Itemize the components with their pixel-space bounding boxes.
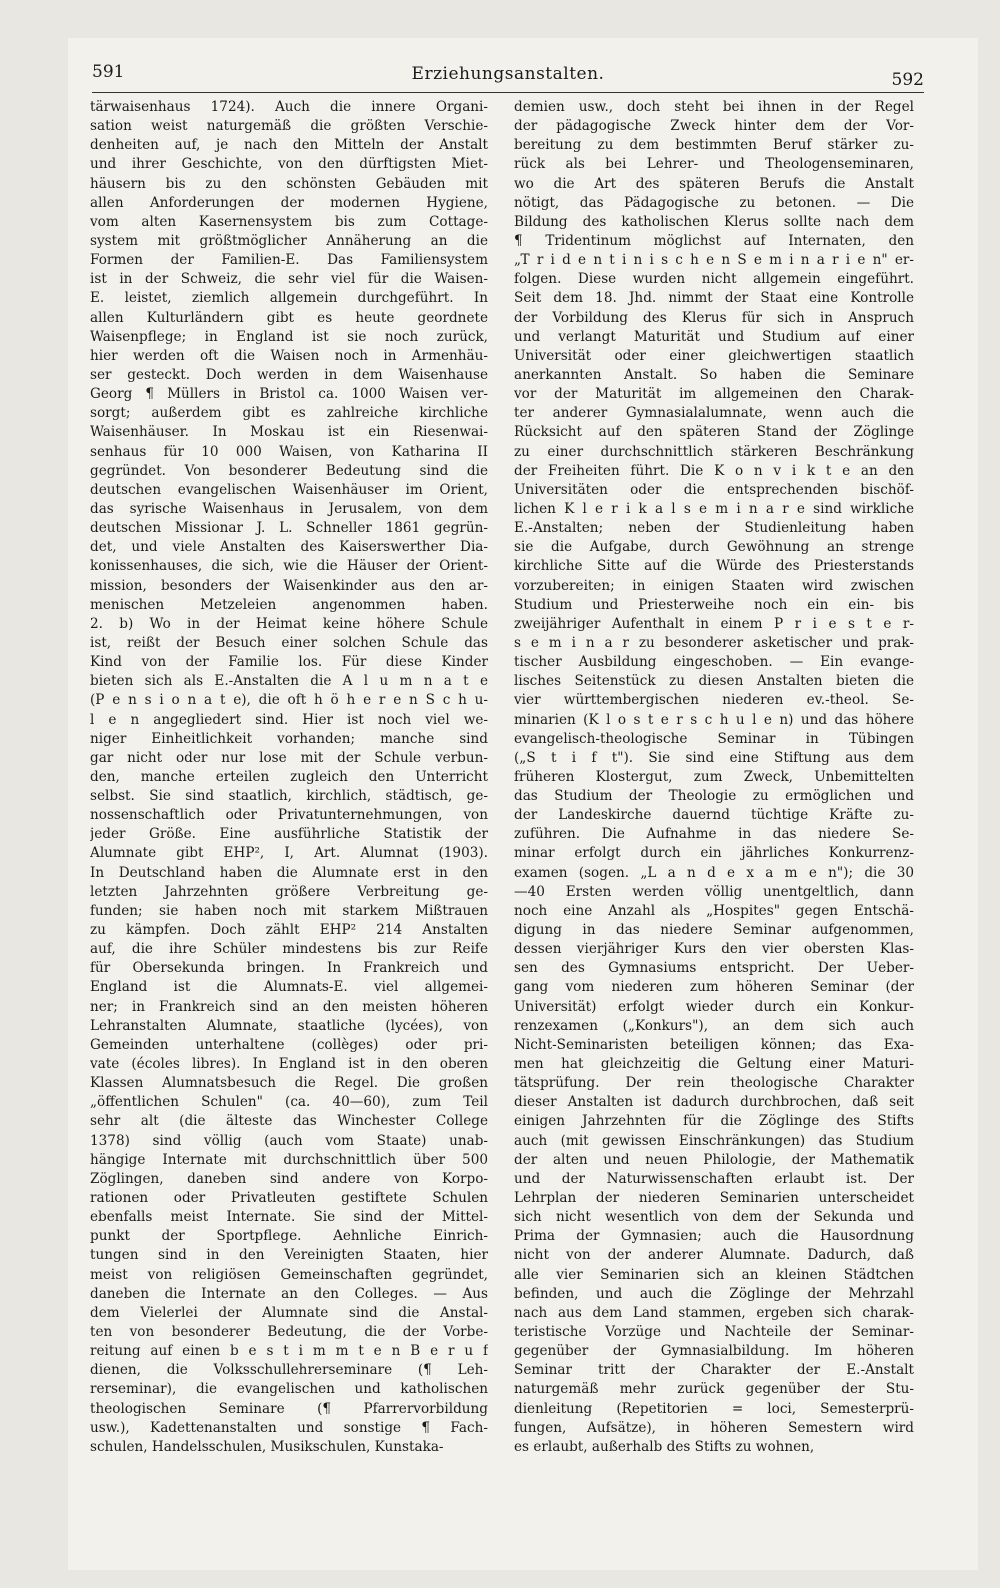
text-line: tätsprüfung. Der rein theologische Charakter <box>514 1075 914 1092</box>
text-line: Klassen Alumnatsbesuch die Regel. Die großen <box>90 1075 488 1092</box>
text-line: nicht von der anderer Alumnate. Dadurch, daß <box>514 1247 914 1264</box>
text-line: rerseminar), die evangelischen und katholischen <box>90 1381 488 1398</box>
text-line: fungen, Aufsätze), in höheren Semestern wird <box>514 1419 914 1436</box>
text-line: Lehranstalten Alumnate, staatliche (lycées), von <box>90 1017 488 1034</box>
text-line: minarien (K l o s t e r s c h u l e n) und das höhere <box>514 711 914 728</box>
text-line: tungen sind in den Vereinigten Staaten, hier <box>90 1247 488 1264</box>
text-line: zweijähriger Aufenthalt in einem P r i e s t e r- <box>514 615 914 632</box>
text-line: und der Naturwissenschaften erlaubt ist. Der <box>514 1170 914 1187</box>
text-line: nossenschaftlich oder Privatunternehmungen, von <box>90 807 488 824</box>
text-line: sen des Gymnasiums entspricht. Der Ueber- <box>514 960 914 977</box>
text-line: Kind von der Familie los. Für diese Kinder <box>90 654 488 671</box>
text-line: ebenfalls meist Internate. Sie sind der Mittel- <box>90 1209 488 1226</box>
running-title: Erziehungsanstalten. <box>411 64 605 84</box>
text-line: dem Vielerlei der Alumnate sind die Anstal- <box>90 1304 488 1321</box>
text-line: examen (sogen. „L a n d e x a m e n"); die 30 <box>514 864 914 881</box>
text-line: men hat gleichzeitig die Geltung einer Maturi- <box>514 1056 914 1073</box>
text-line: meist von religiösen Gemeinschaften gegründet, <box>90 1266 488 1283</box>
right-column <box>514 98 914 1457</box>
text-line: menischen Metzeleien angenommen haben. <box>90 596 488 613</box>
text-line: der Landeskirche dauernd tüchtige Kräfte zu- <box>514 807 914 824</box>
text-line: l e n angegliedert sind. Hier ist noch viel we- <box>90 711 488 728</box>
text-line: rationen oder Privatleuten gestiftete Schulen <box>90 1190 488 1207</box>
text-line: Universität) erfolgt wieder durch ein Konkur- <box>514 998 914 1015</box>
text-line: anerkannten Anstalt. So haben die Seminare <box>514 366 914 383</box>
text-line: nötigt, das Pädagogische zu betonen. — Die <box>514 194 914 211</box>
text-line: punkt der Sportpflege. Aehnliche Einrich- <box>90 1228 488 1245</box>
text-line: Universität oder einer gleichwertigen staatlich <box>514 347 914 364</box>
text-line: 1378) sind völlig (auch vom Staate) unab- <box>90 1132 488 1149</box>
text-line: zuführen. Die Aufnahme in das niedere Se- <box>514 826 914 843</box>
text-line: wo die Art des späteren Berufs die Anstalt <box>514 175 914 192</box>
text-line: tärwaisenhaus 1724). Auch die innere Organi- <box>90 99 488 115</box>
text-line: ist in der Schweiz, die sehr viel für die Waisen- <box>90 271 488 288</box>
text-line: konissenhauses, die sich, wie die Häuser der Orient- <box>90 558 488 575</box>
text-line: und verlangt Maturität und Studium auf einer <box>514 328 914 345</box>
text-line: selbst. Sie sind staatlich, kirchlich, städtisch, ge- <box>90 788 488 805</box>
text-line: Nicht-Seminaristen beteiligen können; das Exa- <box>514 1036 914 1053</box>
text-line: naturgemäß mehr zurück gegenüber der Stu- <box>514 1381 914 1398</box>
text-line: gang vom niederen zum höheren Seminar (der <box>514 979 914 996</box>
text-line: vom alten Kasernensystem bis zum Cottage- <box>90 213 488 230</box>
text-line: allen Kulturländern gibt es heute geordnete <box>90 309 488 326</box>
page-number-right: 592 <box>891 70 924 90</box>
text-line: früheren Klostergut, zum Zweck, Unbemittelten <box>514 768 914 785</box>
text-line: det, und viele Anstalten des Kaiserswerther Dia- <box>90 539 488 556</box>
text-line: ist, reißt der Besuch einer solchen Schule das <box>90 634 488 651</box>
text-line: zu einer durchschnittlich stärkeren Beschränkung <box>514 443 914 460</box>
text-line: Waisenpflege; in England ist sie noch zurück, <box>90 328 488 345</box>
text-line: bereitung zu dem bestimmten Beruf stärker zu- <box>514 137 914 154</box>
text-line: ser gesteckt. Doch werden in dem Waisenhause <box>90 366 488 383</box>
text-line: dienleitung (Repetitorien = loci, Semesterprü- <box>514 1400 914 1417</box>
text-line: digung in das niedere Seminar aufgenommen, <box>514 922 914 939</box>
text-line: niger Einheitlichkeit vorhanden; manche sind <box>90 730 488 747</box>
text-line: sehr alt (die älteste das Winchester College <box>90 1113 488 1130</box>
text-line: noch eine Anzahl als „Hospites" gegen Entschä- <box>514 902 914 919</box>
text-line: denheiten auf, je nach den Mitteln der Anstalt <box>90 137 488 154</box>
text-line: minar erfolgt durch ein jährliches Konkurrenz- <box>514 845 914 862</box>
text-line: usw.), Kadettenanstalten und sonstige ¶ Fach- <box>90 1419 488 1436</box>
text-line: einigen Jahrzehnten für die Zöglinge des Stifts <box>514 1113 914 1130</box>
text-line: demien usw., doch steht bei ihnen in der Regel <box>514 99 914 115</box>
text-line: und ihrer Geschichte, von den dürftigsten Miet- <box>90 156 488 173</box>
text-line: Zöglingen, daneben sind andere von Korpo- <box>90 1170 488 1187</box>
text-line: funden; sie haben noch mit starkem Mißtrauen <box>90 902 488 919</box>
text-line: s e m i n a r zu besonderer asketischer und prak- <box>514 634 914 651</box>
text-line: vorzubereiten; in einigen Staaten wird zwischen <box>514 577 914 594</box>
text-line: evangelisch-theologische Seminar in Tübingen <box>514 730 914 747</box>
text-line: Prima der Gymnasien; auch die Hausordnung <box>514 1228 914 1245</box>
text-line: ten von besonderer Bedeutung, die der Vorbe- <box>90 1324 488 1340</box>
text-line: schulen, Handelsschulen, Musikschulen, Kunstaka- <box>90 1438 444 1455</box>
text-line: häusern bis zu den schönsten Gebäuden mit <box>90 175 488 192</box>
text-line: England ist die Alumnats-E. viel allgemei- <box>90 979 488 996</box>
text-line: deutschen evangelischen Waisenhäuser im Orient, <box>90 481 488 498</box>
text-line: sie die Aufgabe, durch Gewöhnung an strenge <box>514 539 914 556</box>
text-line: dieser Anstalten ist dadurch durchbrochen, daß seit <box>514 1094 914 1111</box>
text-line: der Vorbildung des Klerus für sich in Anspruch <box>514 309 914 326</box>
text-line: auch (mit gewissen Einschränkungen) das Studium <box>514 1132 914 1149</box>
text-line: „T r i d e n t i n i s c h e n S e m i n a r i e n" er- <box>514 252 914 269</box>
text-line: mission, besonders der Waisenkinder aus den ar- <box>90 577 488 594</box>
text-line: („S t i f t"). Sie sind eine Stiftung aus dem <box>514 749 914 766</box>
text-line: ¶ Tridentinum möglichst auf Internaten, den <box>514 232 914 249</box>
text-line: der pädagogische Zweck hinter dem der Vor- <box>514 118 914 135</box>
text-line: der alten und neuen Philologie, der Mathematik <box>514 1151 914 1168</box>
text-line: In Deutschland haben die Alumnate erst in den <box>90 864 488 881</box>
text-line: dienen, die Volksschullehrerseminare (¶ Leh- <box>90 1362 488 1379</box>
text-line: daneben die Internate an den Colleges. — Aus <box>90 1285 488 1302</box>
text-line: der Freiheiten führt. Die K o n v i k t e an den <box>514 462 914 479</box>
text-line: allen Anforderungen der modernen Hygiene, <box>90 194 488 211</box>
text-line: letzten Jahrzehnten größere Verbreitung ge- <box>90 883 488 900</box>
text-line: befinden, und auch die Zöglinge der Mehrzahl <box>514 1285 914 1302</box>
text-line: das Studium der Theologie zu ermöglichen und <box>514 788 914 805</box>
text-line: lisches Seitenstück zu diesen Anstalten bieten die <box>514 673 914 690</box>
page-number-left: 591 <box>92 62 125 82</box>
text-line: gegründet. Von besonderer Bedeutung sind die <box>90 462 488 479</box>
text-line: sation weist naturgemäß die größten Verschie- <box>90 118 488 135</box>
text-line: den, manche erteilen zugleich den Unterricht <box>90 768 488 785</box>
text-line: vor der Maturität im allgemeinen den Charak- <box>514 386 914 403</box>
text-line: zu kämpfen. Doch zählt EHP² 214 Anstalten <box>90 922 488 939</box>
text-line: Lehrplan der niederen Seminarien unterscheidet <box>514 1190 914 1207</box>
text-line: reitung auf einen b e s t i m m t e n B e r u f <box>90 1343 488 1360</box>
text-line: gar nicht oder nur lose mit der Schule verbun- <box>90 749 488 766</box>
text-line: Seminar tritt der Charakter der E.-Anstalt <box>514 1362 914 1379</box>
text-line: (P e n s i o n a t e), die oft h ö h e r e n S c h u- <box>90 692 488 709</box>
text-line: Gemeinden unterhaltene (collèges) oder pri- <box>90 1036 488 1053</box>
text-line: bieten sich als E.-Anstalten die A l u m n a t e <box>90 673 488 690</box>
text-line: sorgt; außerdem gibt es zahlreiche kirchliche <box>90 405 488 422</box>
text-line: für Obersekunda bringen. In Frankreich und <box>90 960 488 977</box>
text-line: hier werden oft die Waisen noch in Armenhäu- <box>90 347 488 364</box>
text-line: Waisenhäuser. In Moskau ist ein Riesenwai- <box>90 424 488 441</box>
text-line: das syrische Waisenhaus in Jerusalem, von dem <box>90 500 488 517</box>
text-line: Bildung des katholischen Klerus sollte nach dem <box>514 213 914 230</box>
page-header <box>92 62 924 90</box>
text-line: vate (écoles libres). In England ist in den oberen <box>90 1056 488 1073</box>
text-line: Studium und Priesterweihe noch ein ein- bis <box>514 596 914 613</box>
left-column <box>90 98 488 1457</box>
text-line: dessen vierjähriger Kurs den vier obersten Klas- <box>514 941 914 958</box>
text-line: hängige Internate mit durchschnittlich über 500 <box>90 1151 488 1168</box>
text-line: theologischen Seminare (¶ Pfarrervorbildung <box>90 1400 488 1417</box>
text-line: tischer Ausbildung eingeschoben. — Ein evange- <box>514 654 914 671</box>
text-line: E. leistet, ziemlich allgemein durchgeführt. In <box>90 290 488 307</box>
text-line: nach aus dem Land stammen, ergeben sich charak- <box>514 1304 914 1321</box>
text-line: Rücksicht auf den späteren Stand der Zöglinge <box>514 424 914 441</box>
text-line: renzexamen („Konkurs"), an dem sich auch <box>514 1017 914 1034</box>
text-line: gegenüber der Gymnasialbildung. Im höheren <box>514 1343 914 1360</box>
text-line: lichen K l e r i k a l s e m i n a r e sind wirkliche <box>514 500 914 517</box>
text-line: E.-Anstalten; neben der Studienleitung haben <box>514 520 914 537</box>
text-line: Formen der Familien-E. Das Familiensystem <box>90 252 488 269</box>
text-line: jeder Größe. Eine ausführliche Statistik der <box>90 826 488 843</box>
text-line: Universitäten oder die entsprechenden bischöf- <box>514 481 914 498</box>
text-line: „öffentlichen Schulen" (ca. 40—60), zum Teil <box>90 1094 488 1111</box>
text-line: auf, die ihre Schüler mindestens bis zur Reife <box>90 941 488 958</box>
text-line: Alumnate gibt EHP², I, Art. Alumnat (1903). <box>90 845 488 862</box>
text-line: sich nicht wesentlich von dem der Sekunda und <box>514 1209 914 1226</box>
text-line: —40 Ersten werden völlig unentgeltlich, dann <box>514 883 914 900</box>
text-line: vier württembergischen niederen ev.-theol. Se- <box>514 692 914 709</box>
text-line: ter anderer Gymnasialalumnate, wenn auch die <box>514 405 914 422</box>
text-line: teristische Vorzüge und Nachteile der Seminar- <box>514 1324 914 1340</box>
text-line: kirchliche Sitte auf die Würde des Priesterstands <box>514 558 914 575</box>
text-line: folgen. Diese wurden nicht allgemein eingeführt. <box>514 271 914 288</box>
text-line: Seit dem 18. Jhd. nimmt der Staat eine Kontrolle <box>514 290 914 307</box>
text-line: Georg ¶ Müllers in Bristol ca. 1000 Waisen ver- <box>90 386 488 403</box>
text-line: ner; in Frankreich sind an den meisten höheren <box>90 998 488 1015</box>
text-line: senhaus für 10 000 Waisen, von Katharina II <box>90 443 488 460</box>
text-line: es erlaubt, außerhalb des Stifts zu wohnen, <box>514 1438 815 1455</box>
text-line: alle vier Seminarien sich an kleinen Städtchen <box>514 1266 914 1283</box>
text-line: rück als bei Lehrer- und Theologenseminaren, <box>514 156 914 173</box>
text-line: system mit größtmöglicher Annäherung an die <box>90 232 488 249</box>
header-rule <box>92 92 924 93</box>
text-line: deutschen Missionar J. L. Schneller 1861 gegrün- <box>90 520 488 537</box>
text-line: 2. b) Wo in der Heimat keine höhere Schule <box>90 615 488 632</box>
